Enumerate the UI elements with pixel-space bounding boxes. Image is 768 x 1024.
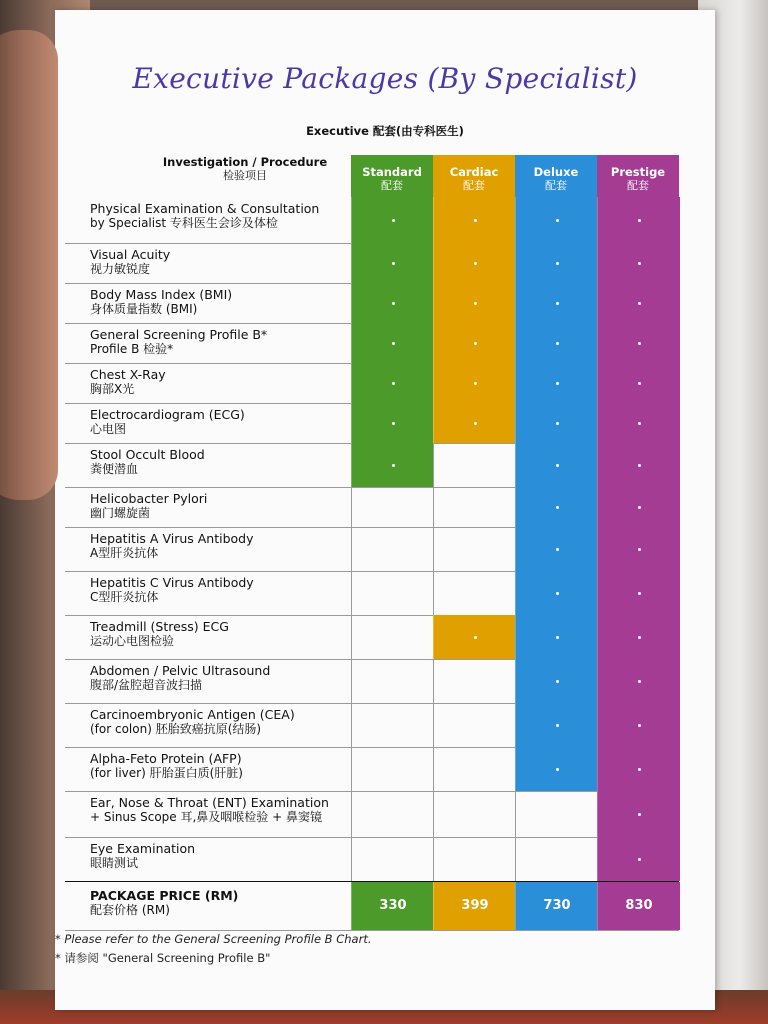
package-cell-standard	[351, 837, 434, 881]
package-cell-standard	[351, 791, 434, 837]
package-cell-standard	[351, 659, 434, 703]
package-cell-deluxe	[515, 487, 598, 527]
package-cell-prestige	[597, 791, 680, 837]
procedure-name-zh: by Specialist 专科医生会诊及体检	[90, 216, 278, 230]
procedure-name-en: Eye Examination	[90, 841, 196, 856]
procedure-label	[90, 367, 355, 397]
procedure-label	[90, 663, 355, 693]
table-row	[65, 571, 679, 616]
procedure-name-zh: (for colon) 胚胎致癌抗原(结肠)	[90, 722, 262, 736]
procedure-name-en: Treadmill (Stress) ECG	[90, 619, 229, 634]
included-dot	[392, 342, 395, 345]
package-cell-standard	[351, 323, 434, 363]
package-cell-standard	[351, 443, 434, 487]
included-dot	[556, 219, 559, 222]
package-cell-cardiac	[433, 527, 516, 571]
package-cell-standard	[351, 747, 434, 791]
package-cell-deluxe	[515, 837, 598, 881]
procedure-label	[90, 575, 355, 605]
included-dot	[474, 219, 477, 222]
procedure-label	[90, 287, 355, 317]
price-label-en: PACKAGE PRICE (RM)	[90, 888, 239, 903]
included-dot	[638, 464, 641, 467]
procedure-name-en: Helicobacter Pylori	[90, 491, 208, 506]
procedure-name-zh: 运动心电图检验	[90, 634, 175, 648]
included-dot	[474, 342, 477, 345]
procedure-name-zh: A型肝炎抗体	[90, 546, 159, 560]
table-row	[65, 283, 679, 324]
table-row	[65, 527, 679, 572]
package-cell-cardiac	[433, 791, 516, 837]
procedure-name-en: Abdomen / Pelvic Ultrasound	[90, 663, 271, 678]
package-name: Cardiac	[449, 165, 499, 179]
footnote-en: * Please refer to the General Screening Profile B Chart.	[55, 932, 372, 946]
package-cell-cardiac	[433, 487, 516, 527]
included-dot	[474, 422, 477, 425]
included-dot	[638, 858, 641, 861]
included-dot	[392, 302, 395, 305]
procedure-name-zh: 身体质量指数 (BMI)	[90, 302, 198, 316]
included-dot	[638, 813, 641, 816]
procedure-name-zh: Profile B 检验*	[90, 342, 174, 356]
price-cell-deluxe	[515, 882, 598, 930]
procedure-name-en: Alpha-Feto Protein (AFP)	[90, 751, 242, 766]
package-cell-prestige	[597, 197, 680, 243]
included-dot	[638, 382, 641, 385]
procedure-label	[90, 619, 355, 649]
procedure-name-en: Visual Acuity	[90, 247, 171, 262]
procedure-label	[90, 447, 355, 477]
included-dot	[638, 302, 641, 305]
included-dot	[556, 302, 559, 305]
included-dot	[474, 302, 477, 305]
procedure-name-en: Chest X-Ray	[90, 367, 166, 382]
package-cell-deluxe	[515, 703, 598, 747]
package-cell-prestige	[597, 243, 680, 283]
package-cell-deluxe	[515, 571, 598, 615]
package-cell-prestige	[597, 837, 680, 881]
package-cell-prestige	[597, 487, 680, 527]
procedure-label	[90, 407, 355, 437]
package-cell-deluxe	[515, 403, 598, 443]
included-dot	[392, 219, 395, 222]
brochure-page	[55, 10, 715, 1010]
price-value: 399	[461, 898, 489, 913]
included-dot	[556, 724, 559, 727]
package-cell-deluxe	[515, 243, 598, 283]
included-dot	[556, 422, 559, 425]
procedure-name-zh: + Sinus Scope 耳,鼻及咽喉检验 + 鼻窦镜	[90, 810, 322, 824]
procedure-name-en: Ear, Nose & Throat (ENT) Examination	[90, 795, 329, 810]
package-cell-prestige	[597, 615, 680, 659]
included-dot	[638, 592, 641, 595]
procedure-label	[90, 327, 355, 357]
price-cell-prestige	[597, 882, 680, 930]
package-cell-standard	[351, 527, 434, 571]
procedure-label	[90, 247, 355, 277]
included-dot	[474, 382, 477, 385]
price-value: 730	[543, 898, 571, 913]
table-row	[65, 837, 679, 882]
table-row	[65, 747, 679, 792]
table-row	[65, 659, 679, 704]
package-cell-standard	[351, 403, 434, 443]
package-cell-prestige	[597, 323, 680, 363]
procedure-label	[90, 707, 355, 737]
procedure-label	[90, 751, 355, 781]
procedure-label	[90, 841, 355, 871]
package-cell-standard	[351, 615, 434, 659]
package-cell-standard	[351, 197, 434, 243]
price-cell-standard	[351, 882, 434, 930]
package-cell-deluxe	[515, 615, 598, 659]
procedure-name-zh: 腹部/盆腔超音波扫描	[90, 678, 203, 692]
included-dot	[638, 768, 641, 771]
package-cell-deluxe	[515, 363, 598, 403]
procedure-name-zh: 胸部X光	[90, 382, 135, 396]
table-row	[65, 443, 679, 488]
table-row	[65, 363, 679, 404]
procedure-name-en: Electrocardiogram (ECG)	[90, 407, 245, 422]
table-row	[65, 197, 679, 244]
package-name: Prestige	[610, 165, 666, 179]
package-cell-cardiac	[433, 197, 516, 243]
included-dot	[556, 636, 559, 639]
package-cell-prestige	[597, 527, 680, 571]
procedure-name-zh: 粪便潜血	[90, 462, 139, 476]
package-cell-standard	[351, 571, 434, 615]
included-dot	[638, 724, 641, 727]
package-cell-deluxe	[515, 527, 598, 571]
procedure-name-en: Stool Occult Blood	[90, 447, 205, 462]
package-name-zh: 配套	[627, 179, 649, 192]
table-row	[65, 791, 679, 838]
page-title: Executive Packages (By Specialist)	[132, 62, 638, 95]
procedure-label	[90, 531, 355, 561]
included-dot	[556, 680, 559, 683]
package-cell-standard	[351, 283, 434, 323]
package-cell-prestige	[597, 659, 680, 703]
package-cell-cardiac	[433, 703, 516, 747]
procedure-name-en: Hepatitis C Virus Antibody	[90, 575, 254, 590]
included-dot	[638, 422, 641, 425]
package-cell-cardiac	[433, 747, 516, 791]
package-cell-standard	[351, 703, 434, 747]
package-cell-cardiac	[433, 659, 516, 703]
package-cell-cardiac	[433, 571, 516, 615]
package-cell-standard	[351, 363, 434, 403]
footnote-zh: * 请参阅 "General Screening Profile B"	[55, 951, 271, 965]
package-cell-deluxe	[515, 747, 598, 791]
included-dot	[392, 464, 395, 467]
procedure-label	[90, 795, 355, 825]
package-cell-prestige	[597, 283, 680, 323]
table-row	[65, 323, 679, 364]
package-name-zh: 配套	[381, 179, 403, 192]
included-dot	[638, 548, 641, 551]
package-cell-deluxe	[515, 659, 598, 703]
included-dot	[638, 680, 641, 683]
package-cell-cardiac	[433, 323, 516, 363]
procedure-name-zh: 幽门螺旋菌	[90, 506, 151, 520]
included-dot	[392, 262, 395, 265]
included-dot	[556, 768, 559, 771]
table-row	[65, 243, 679, 284]
procedure-name-zh: 眼睛测试	[90, 856, 139, 870]
procedure-name-en: Body Mass Index (BMI)	[90, 287, 233, 302]
procedure-name-zh: 心电图	[90, 422, 127, 436]
package-cell-cardiac	[433, 363, 516, 403]
included-dot	[638, 262, 641, 265]
included-dot	[474, 636, 477, 639]
included-dot	[556, 262, 559, 265]
package-cell-deluxe	[515, 197, 598, 243]
included-dot	[638, 636, 641, 639]
package-name-zh: 配套	[545, 179, 567, 192]
included-dot	[638, 342, 641, 345]
package-cell-deluxe	[515, 323, 598, 363]
procedure-name-en: Physical Examination & Consultation	[90, 201, 320, 216]
package-cell-prestige	[597, 703, 680, 747]
included-dot	[556, 342, 559, 345]
price-label	[90, 888, 355, 918]
procedure-name-en: Carcinoembryonic Antigen (CEA)	[90, 707, 295, 722]
included-dot	[638, 219, 641, 222]
package-cell-cardiac	[433, 403, 516, 443]
investigation-header	[130, 155, 360, 183]
included-dot	[556, 548, 559, 551]
package-cell-standard	[351, 487, 434, 527]
price-row	[65, 881, 679, 931]
package-name-zh: 配套	[463, 179, 485, 192]
table-row	[65, 403, 679, 444]
price-value: 830	[625, 898, 653, 913]
table-row	[65, 703, 679, 748]
procedure-name-en: Hepatitis A Virus Antibody	[90, 531, 254, 546]
procedure-name-zh: C型肝炎抗体	[90, 590, 159, 604]
price-label-zh: 配套价格 (RM)	[90, 903, 170, 917]
included-dot	[556, 464, 559, 467]
price-cell-cardiac	[433, 882, 516, 930]
price-value: 330	[379, 898, 407, 913]
package-cell-deluxe	[515, 283, 598, 323]
package-cell-cardiac	[433, 837, 516, 881]
included-dot	[638, 506, 641, 509]
procedure-name-en: General Screening Profile B*	[90, 327, 268, 342]
procedure-label	[90, 201, 355, 231]
package-name: Deluxe	[533, 165, 579, 179]
investigation-header-zh: 检验项目	[223, 169, 267, 182]
package-cell-cardiac	[433, 243, 516, 283]
package-cell-prestige	[597, 443, 680, 487]
thumb	[0, 30, 58, 500]
procedure-name-zh: 视力敏锐度	[90, 262, 151, 276]
package-cell-cardiac	[433, 443, 516, 487]
package-cell-prestige	[597, 363, 680, 403]
page-subtitle: Executive 配套(由专科医生)	[306, 124, 464, 138]
included-dot	[556, 506, 559, 509]
package-cell-deluxe	[515, 791, 598, 837]
included-dot	[556, 592, 559, 595]
package-cell-prestige	[597, 747, 680, 791]
included-dot	[392, 422, 395, 425]
procedure-label	[90, 491, 355, 521]
package-cell-prestige	[597, 403, 680, 443]
package-cell-deluxe	[515, 443, 598, 487]
package-cell-prestige	[597, 571, 680, 615]
package-cell-cardiac	[433, 283, 516, 323]
investigation-header-en: Investigation / Procedure	[162, 155, 328, 169]
included-dot	[556, 382, 559, 385]
included-dot	[392, 382, 395, 385]
table-row	[65, 487, 679, 528]
procedure-name-zh: (for liver) 肝胎蛋白质(肝脏)	[90, 766, 243, 780]
included-dot	[474, 262, 477, 265]
package-cell-standard	[351, 243, 434, 283]
package-cell-cardiac	[433, 615, 516, 659]
table-row	[65, 615, 679, 660]
package-name: Standard	[362, 165, 422, 179]
